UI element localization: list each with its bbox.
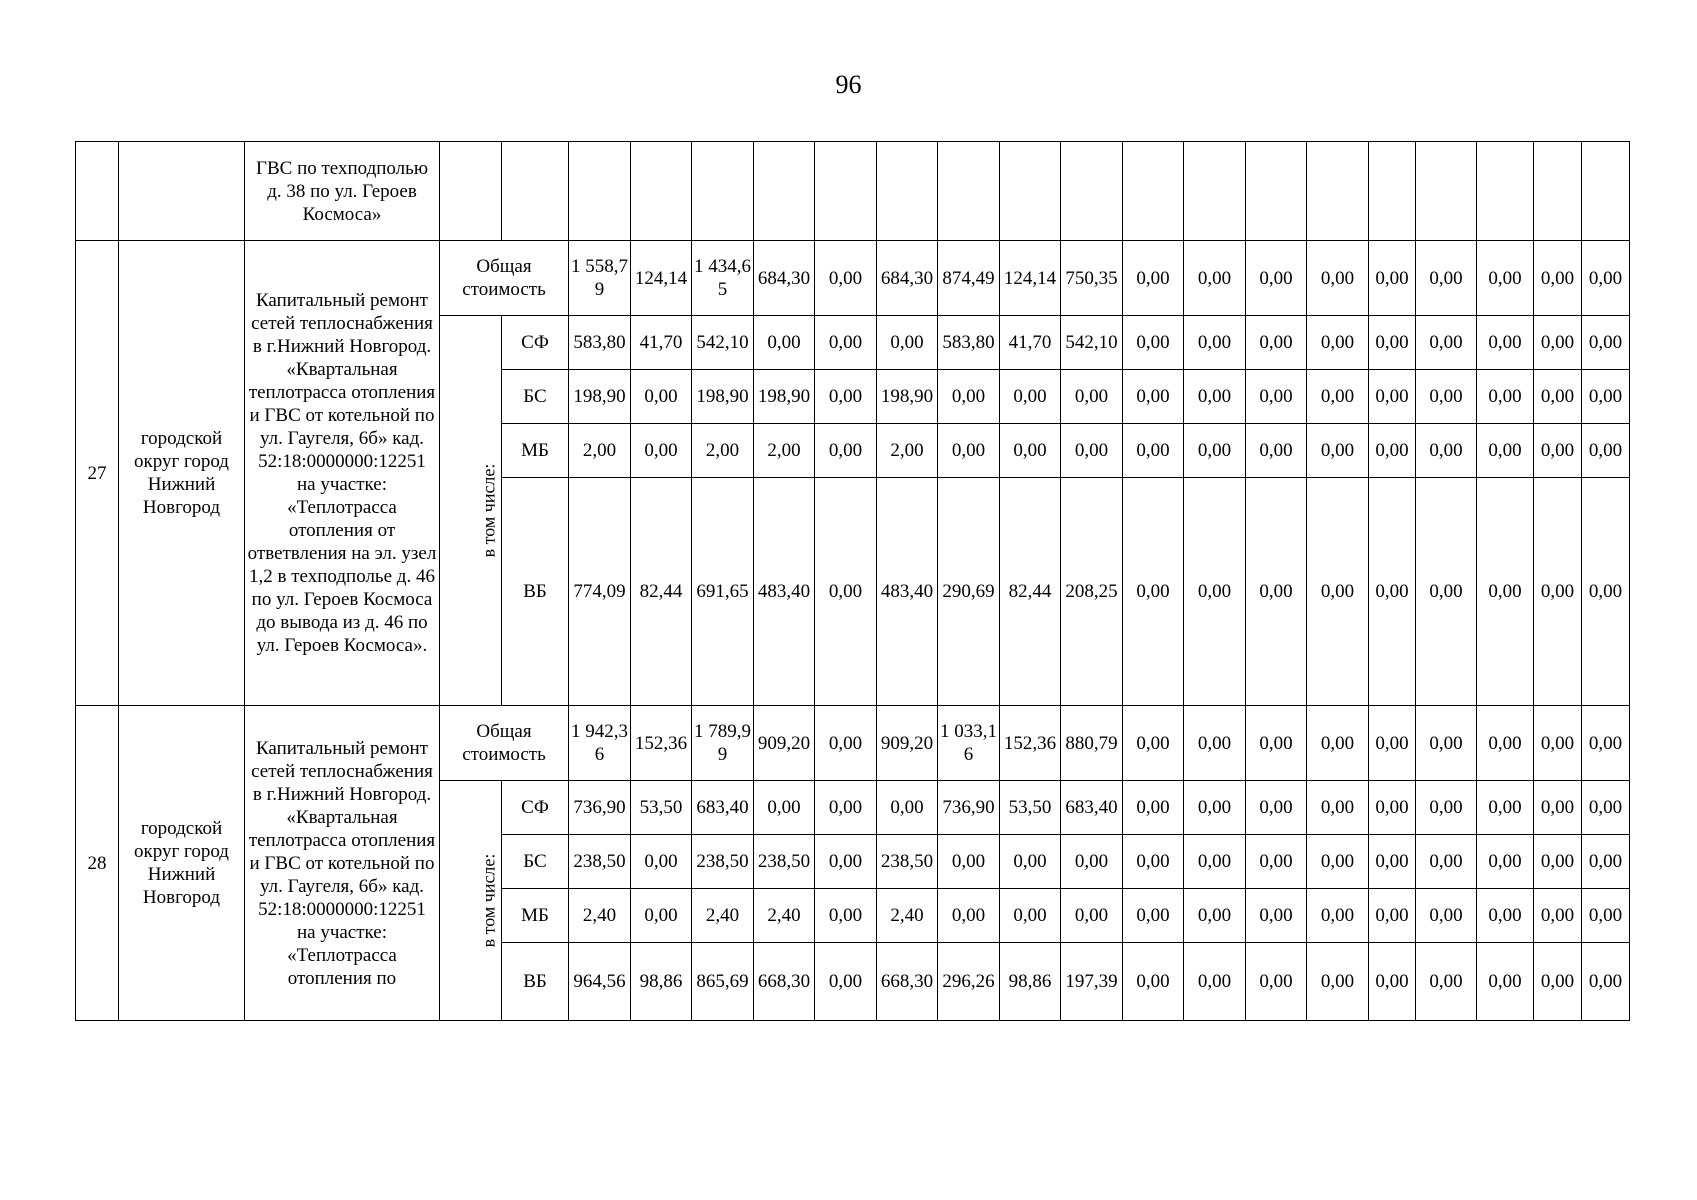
value-cell xyxy=(692,142,754,241)
funding-value: 0,00 xyxy=(1416,781,1477,835)
funding-value: 82,44 xyxy=(631,478,692,706)
funding-value: 53,50 xyxy=(1000,781,1061,835)
page-number: 96 xyxy=(835,70,862,99)
district-cell xyxy=(119,142,245,241)
funding-value: 0,00 xyxy=(1061,889,1123,943)
funding-value: 0,00 xyxy=(1416,835,1477,889)
value-cell xyxy=(754,142,815,241)
funding-value: 0,00 xyxy=(1369,889,1416,943)
funding-value: 0,00 xyxy=(1307,370,1369,424)
total-value: 0,00 xyxy=(1246,241,1307,316)
funding-source-label: ВБ xyxy=(502,478,569,706)
funding-value: 0,00 xyxy=(877,316,938,370)
funding-source-label: ВБ xyxy=(502,943,569,1021)
funding-value: 0,00 xyxy=(815,781,877,835)
funding-value: 0,00 xyxy=(877,781,938,835)
total-value: 0,00 xyxy=(1477,706,1534,781)
including-label: в том числе: xyxy=(478,853,499,948)
funding-value: 0,00 xyxy=(1246,835,1307,889)
funding-value: 483,40 xyxy=(877,478,938,706)
funding-source-label: СФ xyxy=(502,781,569,835)
funding-value: 0,00 xyxy=(1123,370,1184,424)
funding-value: 0,00 xyxy=(815,370,877,424)
value-cell xyxy=(1184,142,1246,241)
total-value: 750,35 xyxy=(1061,241,1123,316)
funding-value: 774,09 xyxy=(569,478,631,706)
value-cell xyxy=(1534,142,1582,241)
entry-total-row xyxy=(76,241,1630,316)
funding-value: 0,00 xyxy=(1369,370,1416,424)
funding-value: 238,50 xyxy=(754,835,815,889)
value-cell xyxy=(1416,142,1477,241)
total-value: 0,00 xyxy=(1416,241,1477,316)
including-label-cell xyxy=(440,316,502,706)
total-value: 0,00 xyxy=(1477,241,1534,316)
funding-value: 2,00 xyxy=(877,424,938,478)
funding-value: 2,40 xyxy=(692,889,754,943)
funding-value: 0,00 xyxy=(1307,889,1369,943)
total-value: 1 942,36 xyxy=(569,706,631,781)
value-cell xyxy=(631,142,692,241)
funding-value: 290,69 xyxy=(938,478,1000,706)
total-value: 0,00 xyxy=(815,706,877,781)
total-value: 0,00 xyxy=(1416,706,1477,781)
funding-value: 0,00 xyxy=(1477,943,1534,1021)
funding-value: 0,00 xyxy=(1000,889,1061,943)
value-cell xyxy=(1369,142,1416,241)
funding-value: 0,00 xyxy=(1123,781,1184,835)
funding-value: 0,00 xyxy=(1582,478,1630,706)
funding-value: 668,30 xyxy=(877,943,938,1021)
funding-value: 0,00 xyxy=(631,889,692,943)
total-value: 909,20 xyxy=(754,706,815,781)
total-value: 0,00 xyxy=(1123,706,1184,781)
funding-value: 0,00 xyxy=(1000,370,1061,424)
funding-value: 0,00 xyxy=(1416,889,1477,943)
value-cell xyxy=(1000,142,1061,241)
funding-value: 0,00 xyxy=(1000,424,1061,478)
total-value: 124,14 xyxy=(1000,241,1061,316)
funding-value: 583,80 xyxy=(938,316,1000,370)
funding-value: 0,00 xyxy=(1416,370,1477,424)
funding-value: 0,00 xyxy=(754,781,815,835)
funding-value: 198,90 xyxy=(877,370,938,424)
funding-value: 2,00 xyxy=(754,424,815,478)
funding-value: 0,00 xyxy=(1477,424,1534,478)
funding-source-label: БС xyxy=(502,370,569,424)
entry-total-row xyxy=(76,706,1630,781)
funding-value: 0,00 xyxy=(1369,781,1416,835)
funding-value: 0,00 xyxy=(1246,370,1307,424)
funding-value: 0,00 xyxy=(631,370,692,424)
number-cell xyxy=(76,142,119,241)
funding-value: 0,00 xyxy=(938,370,1000,424)
funding-value: 0,00 xyxy=(1307,316,1369,370)
funding-value: 865,69 xyxy=(692,943,754,1021)
value-cell xyxy=(1123,142,1184,241)
funding-value: 0,00 xyxy=(1534,316,1582,370)
funding-value: 0,00 xyxy=(1534,943,1582,1021)
including-label-cell xyxy=(440,781,502,1021)
funding-value: 198,90 xyxy=(692,370,754,424)
funding-value: 0,00 xyxy=(1184,478,1246,706)
funding-value: 0,00 xyxy=(1369,424,1416,478)
funding-value: 0,00 xyxy=(1477,370,1534,424)
funding-value: 0,00 xyxy=(815,943,877,1021)
funding-value: 0,00 xyxy=(1123,316,1184,370)
funding-value: 41,70 xyxy=(631,316,692,370)
funding-value: 683,40 xyxy=(692,781,754,835)
value-cell xyxy=(815,142,877,241)
funding-value: 0,00 xyxy=(1307,424,1369,478)
total-value: 874,49 xyxy=(938,241,1000,316)
entry-number: 28 xyxy=(76,706,119,1021)
entry-district: городской округ город Нижний Новгород xyxy=(119,706,245,1021)
funding-value: 0,00 xyxy=(1582,424,1630,478)
funding-value: 296,26 xyxy=(938,943,1000,1021)
value-cell xyxy=(877,142,938,241)
funding-value: 683,40 xyxy=(1061,781,1123,835)
total-value: 0,00 xyxy=(1582,241,1630,316)
funding-value: 0,00 xyxy=(1246,424,1307,478)
entry-description: Капитальный ремонт сетей теплоснабжения в г.Нижний Новгород. «Квартальная теплотрасса отопления и ГВС от котельной по ул. Гаугеля, 6б» кад. 52:18:0000000:12251 на участке: «Теплотрасса отопления по xyxy=(245,706,440,1021)
total-cost-label: Общая стоимость xyxy=(440,241,569,316)
funding-source-label: БС xyxy=(502,835,569,889)
total-value: 152,36 xyxy=(1000,706,1061,781)
funding-value: 0,00 xyxy=(1061,424,1123,478)
entry-district: городской округ город Нижний Новгород xyxy=(119,241,245,706)
funding-value: 0,00 xyxy=(938,424,1000,478)
funding-value: 0,00 xyxy=(1123,424,1184,478)
entry-description: Капитальный ремонт сетей теплоснабжения в г.Нижний Новгород. «Квартальная теплотрасса отопления и ГВС от котельной по ул. Гаугеля, 6б» кад. 52:18:0000000:12251 на участке: «Теплотрасса отопления от ответвления на эл. узел 1,2 в техподполье д. 46 по ул. Героев Космоса до вывода из д. 46 по ул. Героев Космоса». xyxy=(245,241,440,706)
funding-value: 238,50 xyxy=(569,835,631,889)
funding-value: 2,40 xyxy=(877,889,938,943)
funding-value: 0,00 xyxy=(1307,943,1369,1021)
funding-value: 0,00 xyxy=(1582,370,1630,424)
value-cell xyxy=(1307,142,1369,241)
funding-value: 0,00 xyxy=(1582,781,1630,835)
total-value: 152,36 xyxy=(631,706,692,781)
funding-value: 2,40 xyxy=(569,889,631,943)
funding-value: 0,00 xyxy=(1184,424,1246,478)
funding-value: 0,00 xyxy=(938,835,1000,889)
funding-value: 0,00 xyxy=(1369,478,1416,706)
funding-source-label: СФ xyxy=(502,316,569,370)
including-label: в том числе: xyxy=(478,463,499,558)
funding-value: 0,00 xyxy=(815,424,877,478)
funding-value: 0,00 xyxy=(1534,835,1582,889)
source-cell xyxy=(440,142,502,241)
funding-value: 238,50 xyxy=(692,835,754,889)
funding-value: 0,00 xyxy=(1184,370,1246,424)
funding-value: 0,00 xyxy=(1184,835,1246,889)
total-value: 0,00 xyxy=(1534,706,1582,781)
funding-value: 0,00 xyxy=(815,478,877,706)
funding-value: 53,50 xyxy=(631,781,692,835)
funding-value: 0,00 xyxy=(938,889,1000,943)
funding-value: 0,00 xyxy=(1307,478,1369,706)
funding-value: 0,00 xyxy=(1123,889,1184,943)
total-value: 0,00 xyxy=(1123,241,1184,316)
funding-value: 2,40 xyxy=(754,889,815,943)
value-cell xyxy=(1477,142,1534,241)
total-value: 880,79 xyxy=(1061,706,1123,781)
funding-value: 542,10 xyxy=(692,316,754,370)
funding-value: 0,00 xyxy=(1477,889,1534,943)
funding-value: 82,44 xyxy=(1000,478,1061,706)
funding-source-label: МБ xyxy=(502,889,569,943)
funding-value: 0,00 xyxy=(1307,835,1369,889)
funding-value: 0,00 xyxy=(1307,781,1369,835)
funding-value: 0,00 xyxy=(1582,943,1630,1021)
total-value: 0,00 xyxy=(1307,241,1369,316)
total-value: 684,30 xyxy=(754,241,815,316)
funding-value: 0,00 xyxy=(815,835,877,889)
funding-value: 0,00 xyxy=(1477,781,1534,835)
funding-value: 0,00 xyxy=(1416,316,1477,370)
funding-value: 0,00 xyxy=(1369,835,1416,889)
funding-value: 197,39 xyxy=(1061,943,1123,1021)
funding-value: 0,00 xyxy=(1416,424,1477,478)
funding-value: 0,00 xyxy=(1416,478,1477,706)
funding-value: 0,00 xyxy=(1184,889,1246,943)
funding-value: 0,00 xyxy=(1369,943,1416,1021)
total-cost-label: Общая стоимость xyxy=(440,706,569,781)
value-cell xyxy=(1061,142,1123,241)
funding-value: 0,00 xyxy=(1061,370,1123,424)
funding-value: 736,90 xyxy=(938,781,1000,835)
funding-value: 0,00 xyxy=(1534,370,1582,424)
funding-value: 0,00 xyxy=(1246,889,1307,943)
funding-value: 0,00 xyxy=(1184,943,1246,1021)
funding-value: 691,65 xyxy=(692,478,754,706)
description-cell: ГВС по техподполью д. 38 по ул. Героев Космоса» xyxy=(245,142,440,241)
value-cell xyxy=(938,142,1000,241)
funding-value: 41,70 xyxy=(1000,316,1061,370)
funding-value: 0,00 xyxy=(631,835,692,889)
funding-value: 0,00 xyxy=(1246,781,1307,835)
funding-value: 542,10 xyxy=(1061,316,1123,370)
funding-value: 2,00 xyxy=(569,424,631,478)
funding-value: 0,00 xyxy=(1534,424,1582,478)
value-cell xyxy=(569,142,631,241)
total-value: 0,00 xyxy=(1246,706,1307,781)
total-value: 0,00 xyxy=(1307,706,1369,781)
funding-value: 0,00 xyxy=(1582,889,1630,943)
funding-value: 0,00 xyxy=(815,316,877,370)
funding-value: 964,56 xyxy=(569,943,631,1021)
funding-value: 2,00 xyxy=(692,424,754,478)
funding-value: 198,90 xyxy=(754,370,815,424)
funding-value: 0,00 xyxy=(1477,478,1534,706)
total-value: 684,30 xyxy=(877,241,938,316)
total-value: 0,00 xyxy=(1534,241,1582,316)
total-value: 909,20 xyxy=(877,706,938,781)
funding-value: 0,00 xyxy=(1534,889,1582,943)
continuation-row xyxy=(76,142,1630,241)
funding-value: 0,00 xyxy=(1369,316,1416,370)
funding-value: 583,80 xyxy=(569,316,631,370)
funding-value: 0,00 xyxy=(815,889,877,943)
total-value: 1 558,79 xyxy=(569,241,631,316)
funding-value: 98,86 xyxy=(631,943,692,1021)
funding-value: 0,00 xyxy=(1061,835,1123,889)
funding-value: 736,90 xyxy=(569,781,631,835)
funding-value: 198,90 xyxy=(569,370,631,424)
funding-value: 0,00 xyxy=(1416,943,1477,1021)
total-value: 0,00 xyxy=(1582,706,1630,781)
total-value: 0,00 xyxy=(815,241,877,316)
funding-value: 208,25 xyxy=(1061,478,1123,706)
funding-value: 0,00 xyxy=(754,316,815,370)
funding-value: 0,00 xyxy=(1534,478,1582,706)
funding-source-label: МБ xyxy=(502,424,569,478)
funding-value: 0,00 xyxy=(1582,316,1630,370)
value-cell xyxy=(1582,142,1630,241)
total-value: 0,00 xyxy=(1369,241,1416,316)
total-value: 1 789,99 xyxy=(692,706,754,781)
funding-value: 668,30 xyxy=(754,943,815,1021)
funding-value: 238,50 xyxy=(877,835,938,889)
funding-value: 0,00 xyxy=(1000,835,1061,889)
funding-value: 0,00 xyxy=(1246,316,1307,370)
funding-value: 0,00 xyxy=(1477,835,1534,889)
table-body xyxy=(76,142,1630,1021)
total-value: 124,14 xyxy=(631,241,692,316)
funding-value: 0,00 xyxy=(1534,781,1582,835)
total-value: 0,00 xyxy=(1369,706,1416,781)
funding-value: 98,86 xyxy=(1000,943,1061,1021)
funding-value: 483,40 xyxy=(754,478,815,706)
funding-value: 0,00 xyxy=(1246,478,1307,706)
funding-value: 0,00 xyxy=(631,424,692,478)
funding-value: 0,00 xyxy=(1123,835,1184,889)
funding-value: 0,00 xyxy=(1582,835,1630,889)
funding-value: 0,00 xyxy=(1123,478,1184,706)
total-value: 1 434,65 xyxy=(692,241,754,316)
funding-value: 0,00 xyxy=(1246,943,1307,1021)
funding-value: 0,00 xyxy=(1184,781,1246,835)
source-label-cell xyxy=(502,142,569,241)
funding-value: 0,00 xyxy=(1123,943,1184,1021)
total-value: 1 033,16 xyxy=(938,706,1000,781)
total-value: 0,00 xyxy=(1184,241,1246,316)
funding-value: 0,00 xyxy=(1184,316,1246,370)
entry-number: 27 xyxy=(76,241,119,706)
funding-table xyxy=(75,141,1630,1021)
total-value: 0,00 xyxy=(1184,706,1246,781)
funding-value: 0,00 xyxy=(1477,316,1534,370)
value-cell xyxy=(1246,142,1307,241)
